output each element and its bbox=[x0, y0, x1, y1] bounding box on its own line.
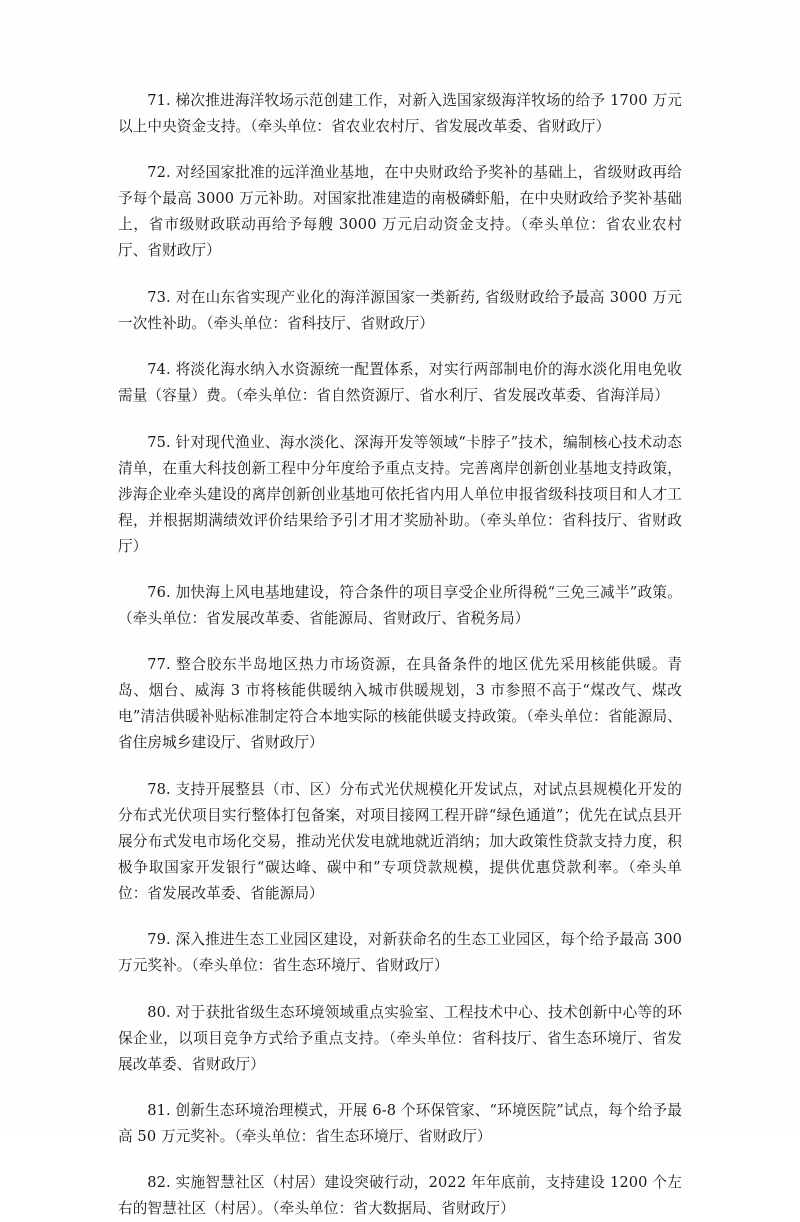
policy-item-74: 74. 将淡化海水纳入水资源统一配置体系，对实行两部制电价的海水淡化用电免收需量（容量）费。（牵头单位：省自然资源厅、省水利厅、省发展改革委、省海洋局） bbox=[118, 361, 682, 405]
document-body bbox=[118, 88, 682, 1222]
policy-item-73: 73. 对在山东省实现产业化的海洋源国家一类新药, 省级财政给予最高 3000 万元一次性补助。（牵头单位：省科技厅、省财政厅） bbox=[118, 288, 682, 332]
policy-item-82: 82. 实施智慧社区（村居）建设突破行动，2022 年年底前，支持建设 1200 个左右的智慧社区（村居）。（牵头单位：省大数据局、省财政厅） bbox=[118, 1174, 682, 1218]
policy-item-81: 81. 创新生态环境治理模式，开展 6-8 个环保管家、“环境医院”试点，每个给予最高 50 万元奖补。（牵头单位：省生态环境厅、省财政厅） bbox=[118, 1102, 682, 1145]
policy-item-80: 80. 对于获批省级生态环境领域重点实验室、工程技术中心、技术创新中心等的环保企业，以项目竞争方式给予重点支持。（牵头单位：省科技厅、省生态环境厅、省发展改革委、省财政厅） bbox=[118, 1003, 682, 1073]
policy-item-75: 75. 针对现代渔业、海水淡化、深海开发等领域“卡脖子”技术，编制核心技术动态清单，在重大科技创新工程中分年度给予重点支持。完善离岸创新创业基地支持政策，涉海企业牵头建设的离岸创新创业基地可依托省内用人单位申报省级科技项目和人才工程，并根据期满绩效评价结果给予引才用才奖励补助。（牵头单位：省科技厅、省财政厅） bbox=[118, 433, 682, 555]
policy-item-77: 77. 整合胶东半岛地区热力市场资源，在具备条件的地区优先采用核能供暖。青岛、烟台、威海 3 市将核能供暖纳入城市供暖规划，3 市参照不高于“煤改气、煤改电”清洁供暖补贴标准制定符合本地实际的核能供暖支持政策。（牵头单位：省能源局、省住房城乡建设厅、省财政厅） bbox=[118, 656, 682, 752]
policy-item-71: 71. 梯次推进海洋牧场示范创建工作，对新入选国家级海洋牧场的给予 1700 万元以上中央资金支持。（牵头单位：省农业农村厅、省发展改革委、省财政厅） bbox=[118, 92, 682, 135]
policy-item-76: 76. 加快海上风电基地建设，符合条件的项目享受企业所得税“三免三减半”政策。（牵头单位：省发展改革委、省能源局、省财政厅、省税务局） bbox=[118, 584, 682, 627]
policy-item-72: 72. 对经国家批准的远洋渔业基地，在中央财政给予奖补的基础上，省级财政再给予每个最高 3000 万元补助。对国家批准建造的南极磷虾船，在中央财政给予奖补基础上，省市级财政联动再给予每艘 3000 万元启动资金支持。（牵头单位：省农业农村厅、省财政厅） bbox=[118, 164, 682, 260]
policy-item-78: 78. 支持开展整县（市、区）分布式光伏规模化开发试点，对试点县规模化开发的分布式光伏项目实行整体打包备案，对项目接网工程开辟“绿色通道”；优先在试点县开展分布式发电市场化交易，推动光伏发电就地就近消纳；加大政策性贷款支持力度，积极争取国家开发银行“碳达峰、碳中和”专项贷款规模，提供优惠贷款利率。（牵头单位：省发展改革委、省能源局） bbox=[118, 780, 682, 902]
policy-item-79: 79. 深入推进生态工业园区建设，对新获命名的生态工业园区，每个给予最高 300 万元奖补。（牵头单位：省生态环境厅、省财政厅） bbox=[118, 931, 682, 975]
